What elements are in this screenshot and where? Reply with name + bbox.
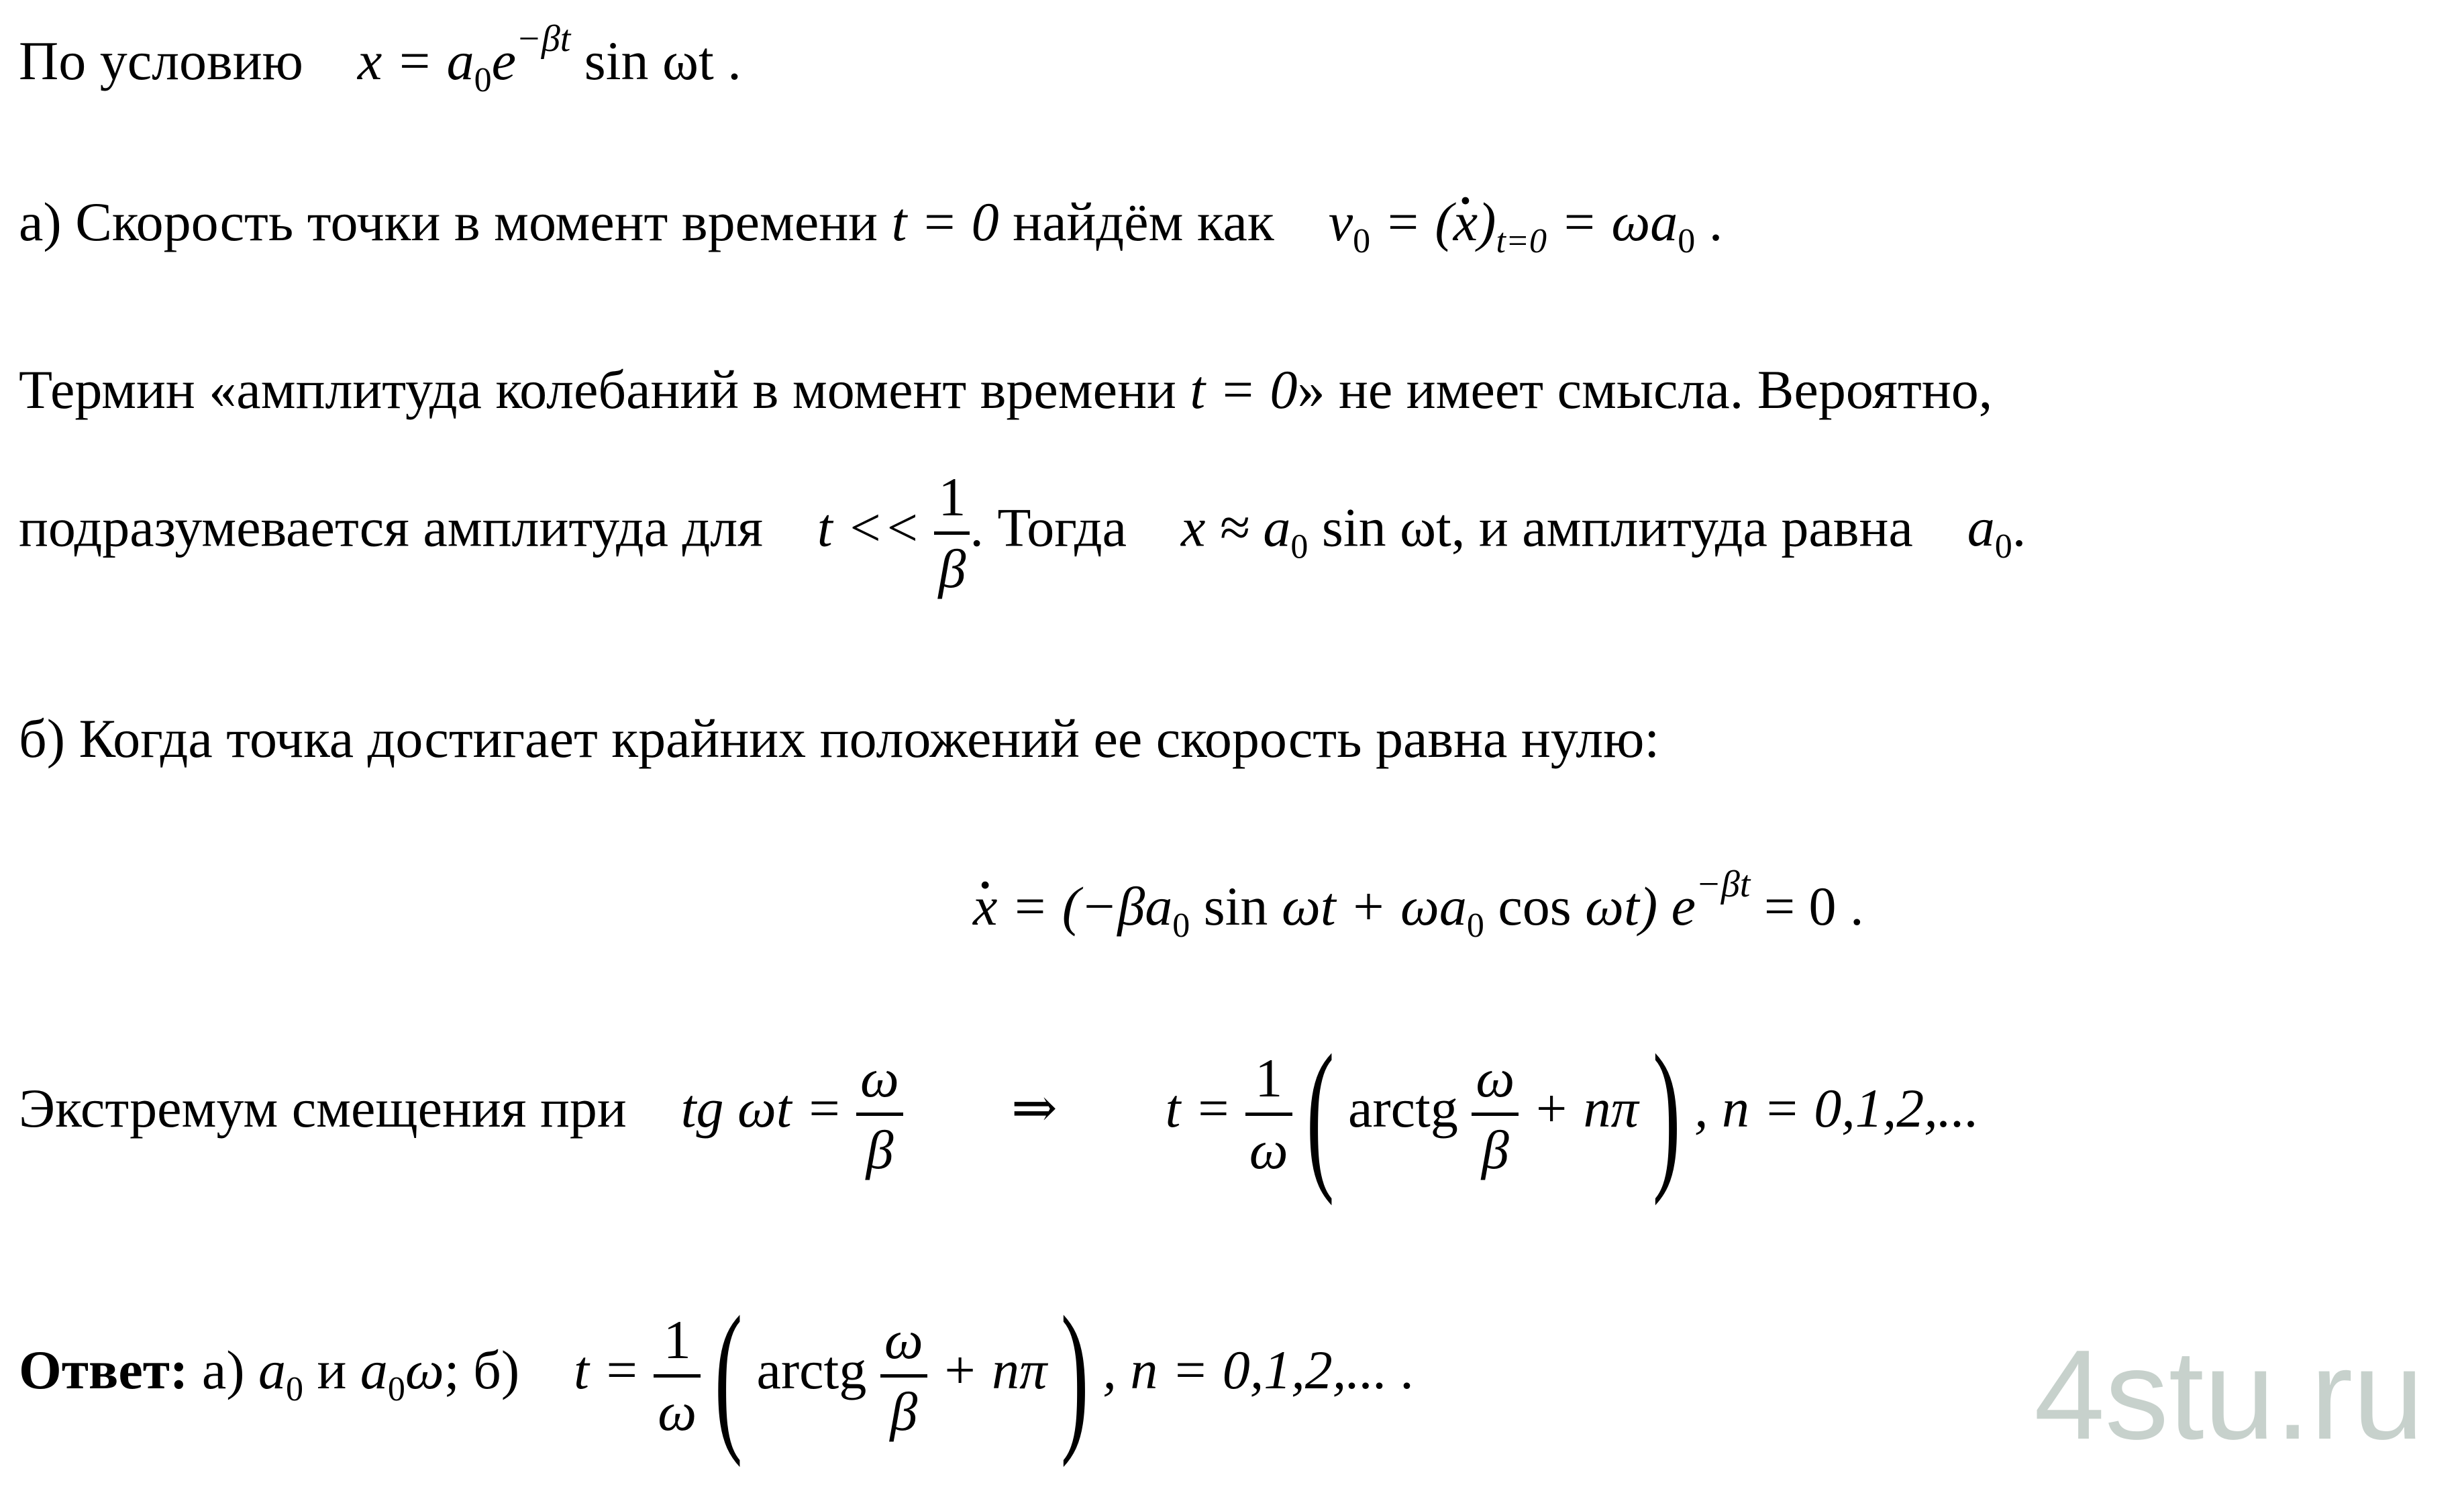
velocity-result: = ωa (1560, 191, 1678, 252)
line-condition: По условию $x = a_0e^{-\beta t}$ sin ωt . (19, 18, 741, 100)
t-much-less: t << (817, 497, 921, 558)
time-zero: t = 0 (891, 191, 999, 252)
line-term: Термин «амплитуда колебаний в момент времени t = 0» не имеет смысла. Вероятно, (19, 359, 1993, 420)
sin-omega-t: sin ωt (584, 30, 714, 91)
line-derivative: • $x = (-\beta a_0$ $\sin \omega t + \omega a_0$ cos ωt) $e^{-\beta t} = 0$ . (973, 866, 1864, 943)
line-a-velocity: а) Скорость точки в момент времени t = 0 найдём как $v_0$ = (• $x)_{t=0} = \omega a_0$ . (19, 195, 1723, 259)
line-extremum: Экстремум смещения при tg ωt = $\frac{\omega}{\beta}$ ⇒ t = $\frac{1}{\omega}$ ( arctg $\frac{\omega}{\beta}$ + nπ) , n = 0,1,2,... (19, 1021, 1980, 1206)
watermark: 4stu.ru (2034, 1324, 2424, 1466)
velocity-text: а) Скорость точки в момент времени (19, 191, 878, 252)
velocity-formula: $v_0$ = (• $x)_{t=0}$ (1329, 191, 1547, 252)
fraction-1-beta: $\frac{1}{\beta}$ (934, 470, 970, 597)
condition-text: По условию (19, 30, 303, 91)
formula-x: $x = a_0e^{-\beta t}$ (357, 18, 571, 100)
line-amplitude: подразумевается амплитуда для t << $\frac{1}{\beta}$ . Тогда $x \approx a_0$ sin ωt, и амплитуда равна $a_0$. (19, 466, 2026, 599)
line-answer: Ответ: а) $a_0$ и $a_0\omega$; б) t = $\frac{1}{\omega}$ ( arctg $\frac{\omega}{\beta}$ + nπ) , n = 0,1,2,... . (19, 1282, 1415, 1468)
find-as: найдём как (1013, 191, 1274, 252)
line-b-extreme: б) Когда точка достигает крайних положений ее скорость равна нулю: (19, 708, 1660, 769)
